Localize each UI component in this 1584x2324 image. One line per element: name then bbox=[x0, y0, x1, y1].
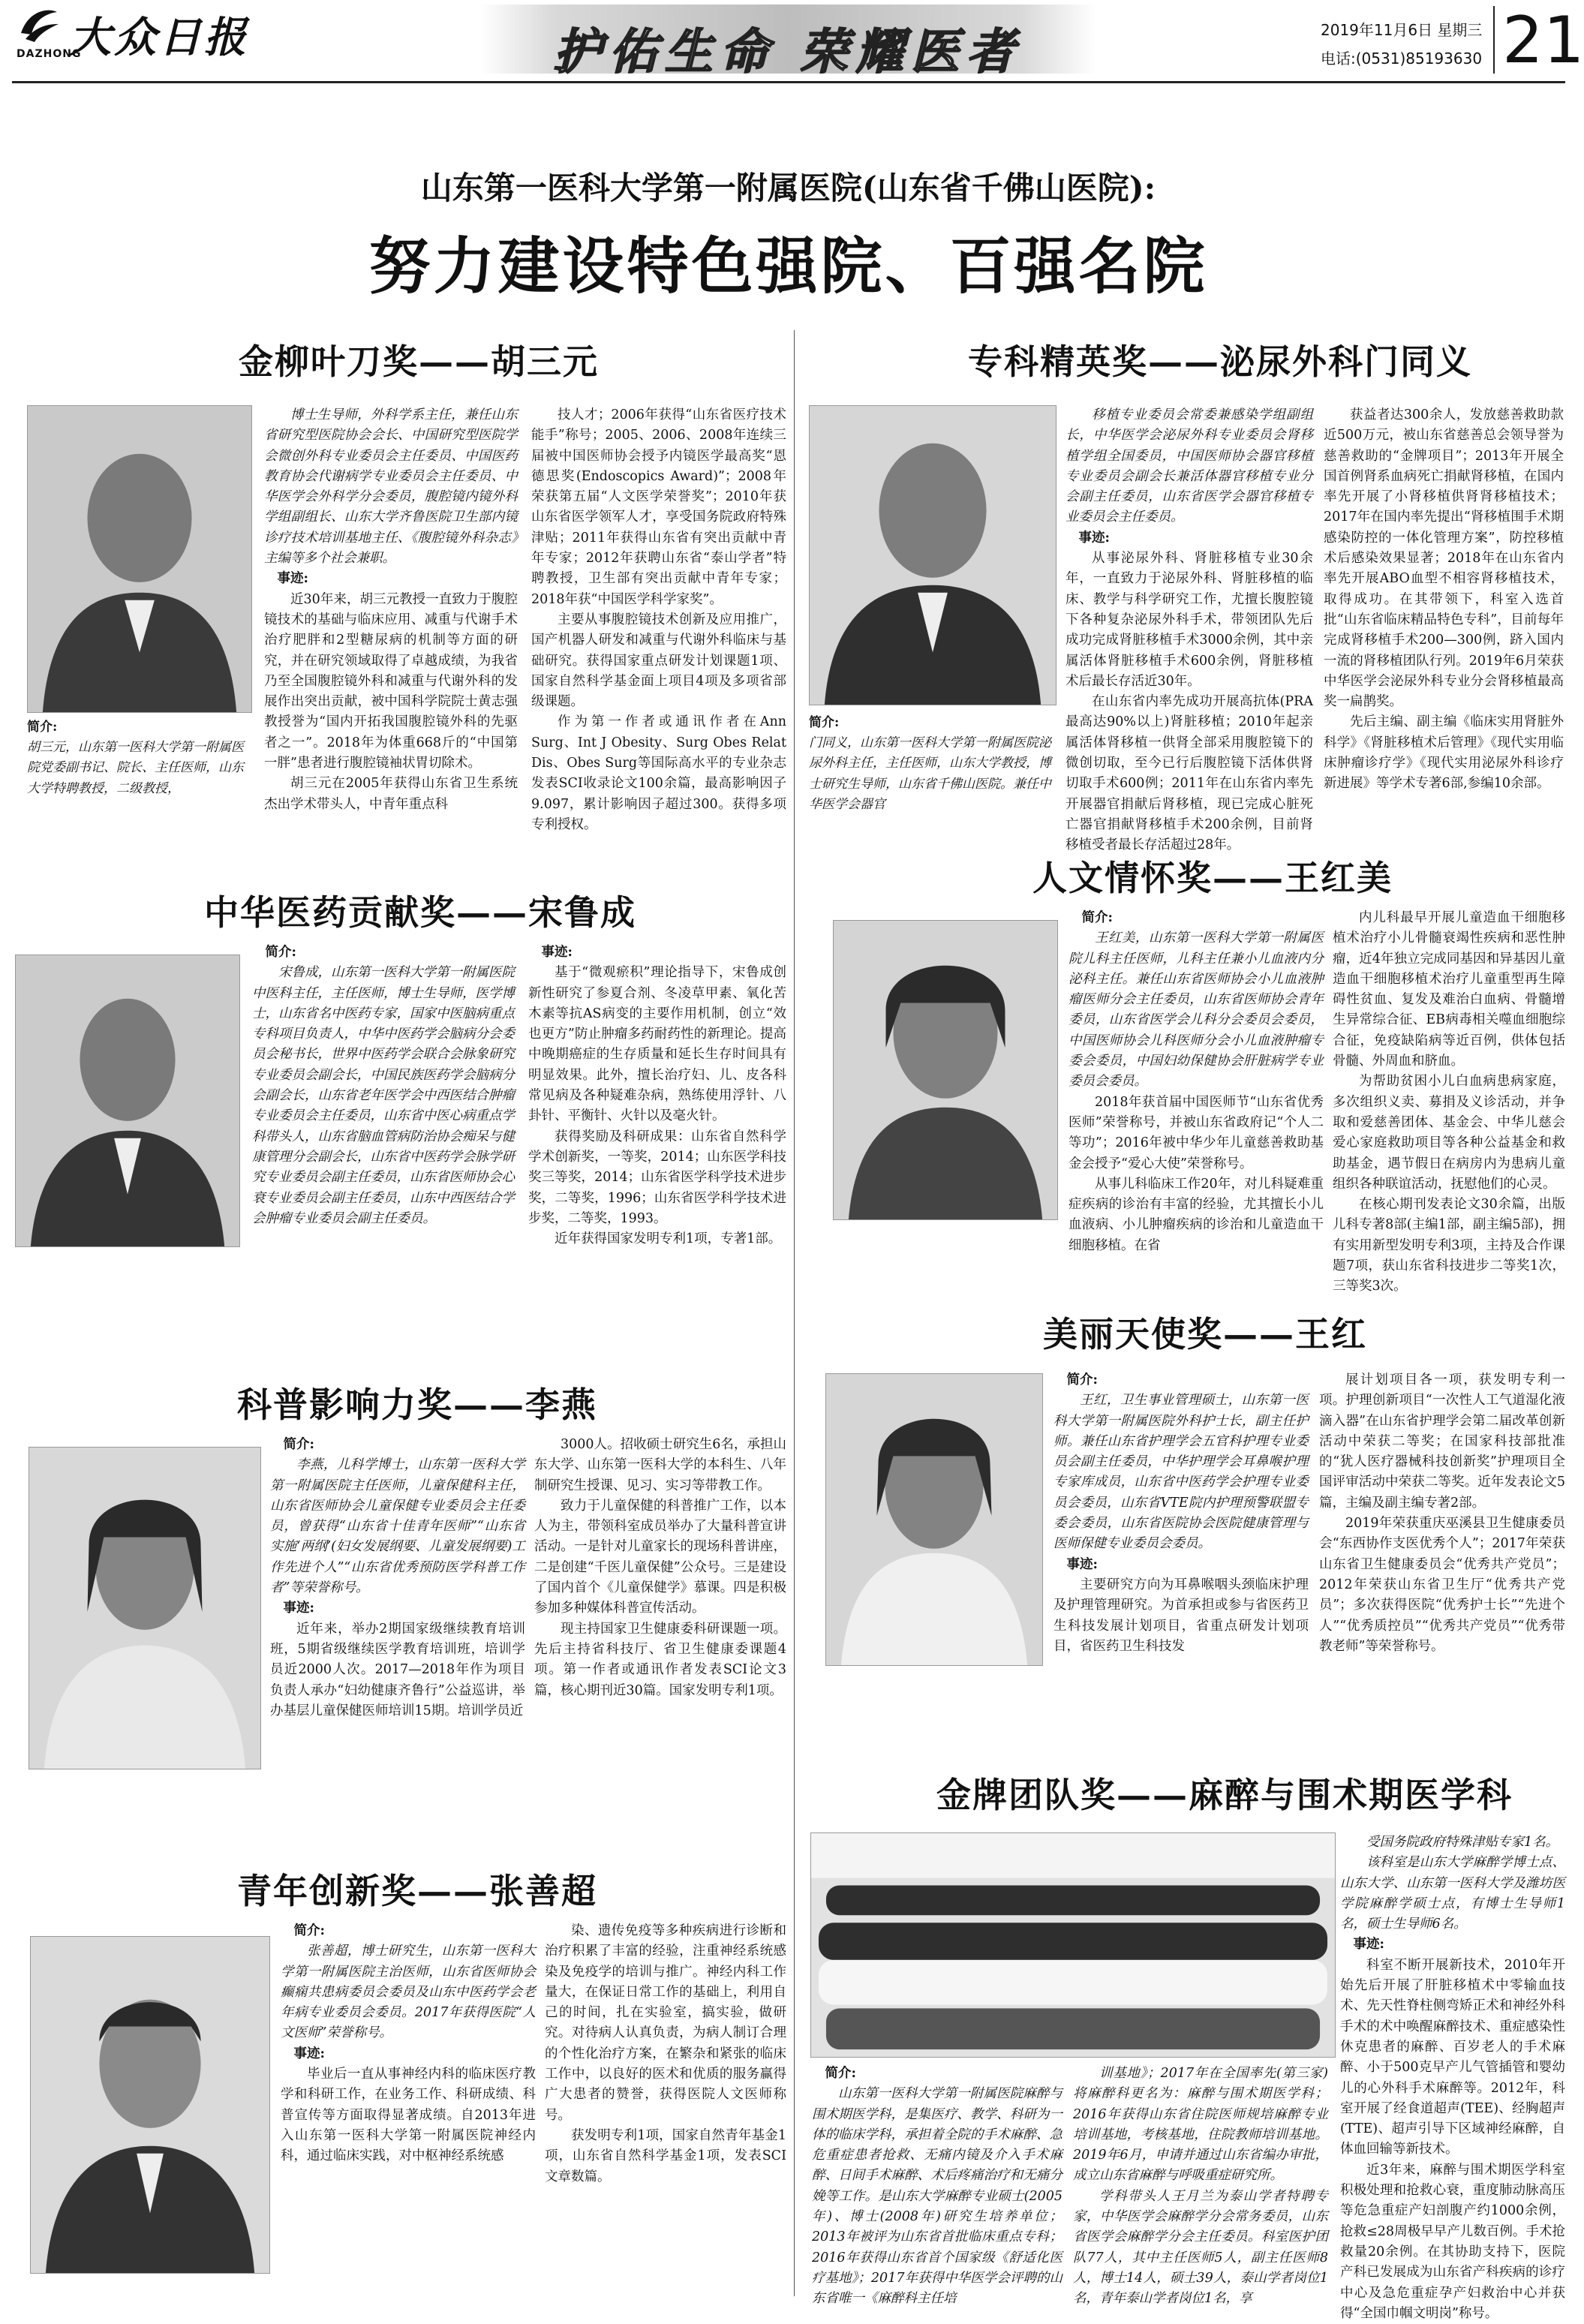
masthead-rule bbox=[12, 81, 1565, 83]
section-label: 简介: bbox=[283, 1437, 314, 1452]
paragraph: 训基地》；2017年在全国率先(第三家)将麻醉科更名为：麻醉与围术期医学科；2016年获得山东省住院医师规培麻醉专业培训基地，考核基地，住院教师培训基地。2019年6月，申请并通过山东省编办审批，成立山东省麻醉与呼吸重症研究所。 bbox=[1073, 2066, 1328, 2184]
column-divider bbox=[794, 330, 795, 2296]
caption-text: 胡三元，山东第一医科大学第一附属医院党委副书记、院长、主任医师，山东大学特聘教授，二级教授， bbox=[27, 740, 244, 796]
paragraph: 主要从事腹腔镜技术创新及应用推广，国产机器人研发和减重与代谢外科临床与基础研究。获得国家重点研发计划课题1项、国家自然科学基金面上项目4项及多项省部级课题。 bbox=[531, 612, 786, 710]
caption-hu bbox=[27, 717, 252, 830]
newspaper-logo-icon bbox=[18, 5, 60, 47]
issue-date: 2019年11月6日 星期三 bbox=[1321, 21, 1483, 39]
award-title-wang-hm: 人文情怀奖——王红美 bbox=[1032, 858, 1393, 898]
paragraph: 为帮助贫困小儿白血病患病家庭，多次组织义卖、募捐及义诊活动，并争取和爱慈善团体、基金会、中华儿慈会爱心家庭救助项目等各种公益基金和救助基金，遇节假日在病房内为患病儿童组织各种联谊活动，抚慰他们的心灵。 bbox=[1333, 1074, 1565, 1192]
newspaper-logo-latin: DAZHONG bbox=[17, 48, 82, 60]
article-column-team-2 bbox=[1073, 2064, 1328, 2307]
portrait-zhang bbox=[30, 1936, 270, 2274]
paragraph: 王红美，山东第一医科大学第一附属医院儿科主任医师，儿科主任兼小儿血液内分泌科主任。兼任山东省医师协会小儿血液肿瘤医师分会主任委员，山东省医师协会青年委员，山东省医学会儿科分会委员会委员，中国医师协会儿科医师分会小儿血液肿瘤专委会委员，中国妇幼保健协会肝脏病学专业委员会委员。 bbox=[1069, 931, 1324, 1090]
article-column-wang-h-1 bbox=[1053, 1370, 1309, 1798]
section-label: 事迹: bbox=[1353, 1937, 1384, 1953]
section-label: 简介: bbox=[1066, 1372, 1098, 1387]
paragraph: 移植专业委员会常委兼感染学组副组长，中华医学会泌尿外科专业委员会肾移植学组全国委员，中国医师协会器官移植专业委员会副会长兼活体器官移植专业分会副主任委员，山东省医学会器官移植专业委员会主任委员。 bbox=[1066, 407, 1313, 525]
award-title-lin: 专科精英奖——泌尿外科门同义 bbox=[968, 341, 1472, 382]
article-column-wang-hm-2 bbox=[1333, 908, 1565, 1426]
paragraph: 博士生导师，外科学系主任，兼任山东省研究型医院协会会长、中国研究型医院学会微创外科专业委员会主任委员、中国医药教育协会代谢病学专业委员会主任委员、中华医学会外科学分会委员，腹腔镜内镜外科学组副组长、山东大学齐鲁医院卫生部内镜诊疗技术培训基地主任、《腹腔镜外科杂志》主编等多个社会兼职。 bbox=[264, 407, 518, 567]
caption-label: 简介: bbox=[27, 720, 58, 735]
article-column-hu-1 bbox=[264, 405, 518, 827]
portrait-wang-hm bbox=[833, 920, 1058, 1220]
paragraph: 毕业后一直从事神经内科的临床医疗教学和科研工作，在业务工作、科研成绩、科普宣传等方面取得显著成绩。自2013年进入山东第一医科大学第一附属医院神经内科，通过临床实践，对中枢神经系统感 bbox=[281, 2067, 536, 2164]
paragraph: 在核心期刊发表论文30余篇，出版儿科专著8部(主编1部，副主编5部)，拥有实用新型发明专利3项，主持及合作课题7项，获山东省科技进步二等奖1次，三等奖3次。 bbox=[1333, 1197, 1565, 1294]
paragraph: 科室不断开展新技术，2010年开始先后开展了肝脏移植术中零输血技术、先天性脊柱侧弯矫正术和神经外科手术的术中唤醒麻醉技术、重症感染性休克患者的麻醉、百岁老人的手术麻醉、小于500克早产儿气管插管和婴幼儿的心外科手术麻醉等。2012年，科室开展了经食道超声(TEE)、经胸超声(TTE)、超声引导下区域神经麻醉，自体血回输等新技术。 bbox=[1340, 1957, 1565, 2157]
section-label: 简介: bbox=[825, 2066, 856, 2081]
paragraph: 学科带头人王月兰为泰山学者特聘专家，中华医学会麻醉学分会常务委员，山东省医学会麻醉学分会主任委员。科室医护团队77人，其中主任医师5人，副主任医师8人，博士14人，硕士39人，泰山学者岗位1名，青年泰山学者岗位1名，享 bbox=[1073, 2188, 1328, 2307]
paragraph: 从事泌尿外科、肾脏移植专业30余年，一直致力于泌尿外科、肾脏移植的临床、教学与科学研究工作，尤擅长腹腔镜下各种复杂泌尿外科手术，带领团队先后成功完成肾脏移植手术3000余例，其中亲属活体肾脏移植手术600余例，肾脏移植术后最长存活近30年。 bbox=[1066, 551, 1313, 689]
section-label: 事迹: bbox=[277, 571, 308, 587]
paragraph: 李燕，儿科学博士，山东第一医科大学第一附属医院主任医师，儿童保健科主任，山东省医师协会儿童保健专业委员会主任委员，曾获得“山东省十佳青年医师”“山东省实施‘两纲’(妇女发展纲要、儿童发展纲要)工作先进个人”“山东省优秀预防医学科普工作者”等荣誉称号。 bbox=[270, 1457, 525, 1596]
paragraph: 基于“微观瘀积”理论指导下，宋鲁成创新性研究了参夏合剂、冬凌草甲素、氧化苦木素等抗AS病变的主要作用机制，创立“效也更方”防止肿瘤多药耐药性的新理论。提高中晚期癌症的生存质量和延长生存时间具有明显效果。此外，擅长治疗妇、儿、皮各科常见病及各种疑难杂病，熟练使用浮针、八卦针、平衡针、火针以及毫火针。 bbox=[528, 965, 786, 1124]
caption-lin bbox=[809, 713, 1057, 818]
paragraph: 获益者达300余人，发放慈善救助款近500万元，被山东省慈善总会领导誉为慈善救助的“金牌项目”；2013年开展全国首例肾系血病死亡捐献肾移植，在国内率先开展了小肾移植供肾肾移植技术；2017年在国内率先提出“肾移植围手术期感染防控的一体化管理方案”，防控移植术后感染效果显著；2018年在山东省内率先开展ABO血型不相容肾移植技术，取得成功。在其带领下，科室入选首批“山东省临床精品特色专科”，目前每年完成肾移植手术200—300例，跻入国内一流的肾移植团队行列。2019年6月荣获中华医学会泌尿外科专业分会肾移植最高奖一扁鹊奖。 bbox=[1324, 407, 1564, 710]
article-column-lin-2 bbox=[1324, 405, 1564, 827]
article-column-team-3 bbox=[1340, 1832, 1565, 2321]
award-title-hu: 金柳叶刀奖——胡三元 bbox=[239, 341, 599, 382]
headline-subtitle: 山东第一医科大学第一附属医院(山东省千佛山医院): bbox=[420, 170, 1156, 206]
award-title-zhang: 青年创新奖——张善超 bbox=[237, 1871, 597, 1911]
article-column-zhang-2 bbox=[545, 1921, 786, 2281]
paragraph: 内儿科最早开展儿童造血干细胞移植术治疗小儿骨髓衰竭性疾病和恶性肿瘤，近4年独立完成同基因和异基因儿童造血干细胞移植术治疗儿童重型再生障碍性贫血、复发及难治白血病、骨髓增生异常综合征、EB病毒相关噬血细胞综合征，免疫缺陷病等近百例，供体包括骨髓、外周血和脐血。 bbox=[1333, 910, 1565, 1069]
article-column-hu-2 bbox=[531, 405, 786, 832]
section-label: 事迹: bbox=[293, 2046, 325, 2061]
paragraph: 染、遗传免疫等多种疾病进行诊断和治疗积累了丰富的经验，注重神经系统感染及免疫学的培训与推广。神经内科工作量大，在保证日常工作的基础上，利用自己的时间，扎在实验室，搞实验，做研究。对待病人认真负责，为病人制订合理的个性化治疗方案，在繁杂和紧张的临床工作中，以良好的医术和优质的服务赢得广大患者的赞誉，获得医院人文医师称号。 bbox=[545, 1923, 786, 2123]
paragraph: 获发明专利1项，国家自然青年基金1项，山东省自然科学基金1项，发表SCI文章数篇。 bbox=[545, 2127, 786, 2184]
paragraph: 从事儿科临床工作20年，对儿科疑难重症疾病的诊治有丰富的经验，尤其擅长小儿血液病、小儿肿瘤疾病的诊治和儿童造血干细胞移植。在省 bbox=[1069, 1176, 1324, 1253]
section-label: 简介: bbox=[1081, 910, 1113, 925]
award-title-li: 科普影响力奖——李燕 bbox=[237, 1384, 597, 1425]
portrait-li bbox=[29, 1447, 261, 1769]
paragraph: 王红，卫生事业管理硕士，山东第一医科大学第一附属医院外科护士长，副主任护师。兼任山东省护理学会五官科护理专业委员会副主任委员，中华护理学会耳鼻喉护理专家库成员，山东省中医药学会护理专业委员会委员，山东省VTE院内护理预警联盟专委会委员，山东省医院协会医院健康管理与医师保健专业委员会委员。 bbox=[1053, 1393, 1309, 1552]
section-label: 简介: bbox=[293, 1923, 325, 1938]
paragraph: 近3年来，麻醉与围术期医学科室积极处理和抢救心衰，重度肺动脉高压等危急重症产妇剖腹产约1000余例，抢救≤28周极早早产儿数百例。手术抢救量20余例。在其协助支持下，医院产科已发展成为山东省产科疾病的诊疗中心及急危重症孕产妇救治中心并获得“全国巾帼文明岗”称号。 bbox=[1340, 2162, 1565, 2321]
section-label: 事迹: bbox=[1066, 1556, 1098, 1572]
team-group-photo bbox=[810, 1832, 1336, 2058]
paragraph: 宋鲁成，山东第一医科大学第一附属医院中医科主任，主任医师，博士生导师，医学博士，山东省名中医药专家，国家中医脑病重点专科项目负责人，中华中医药学会脑病分会委员会秘书长，世界中医药学会联合会脉象研究专业委员会副会长，中国民族医药学会脑病分会副会长，山东省老年医学会中西医结合肿瘤专业委员会主任委员，山东省中医心病重点学科带头人，山东省脑血管病防治协会痴呆与健康管理分会副会长，山东省中医药学会脉学研究专业委员会副主任委员，山东省医师协会心衰专业委员会副主任委员，山东中西医结合学会肿瘤专业委员会副主任委员。 bbox=[252, 965, 515, 1226]
masthead bbox=[0, 0, 1584, 84]
portrait-lin bbox=[809, 405, 1057, 705]
section-label: 事迹: bbox=[283, 1601, 314, 1616]
page-number-divider bbox=[1493, 6, 1495, 74]
paragraph: 作为第一作者或通讯作者在Ann Surg、Int J Obesity、Surg Obes Relat Dis、Obes Surg等国际高水平的专业杂志发表SCI收录论文100余篇，最高影响因子9.097，累计影响因子超过300。获得多项专利授权。 bbox=[531, 714, 786, 832]
portrait-hu bbox=[27, 405, 252, 713]
paragraph: 3000人。招收硕士研究生6名，承担山东大学、山东第一医科大学的本科生、八年制研究生授课、见习、实习等带教工作。 bbox=[534, 1437, 786, 1493]
paragraph: 2019年荣获重庆巫溪县卫生健康委员会“东西协作支医优秀个人”；2017年荣获山东省卫生健康委员会“优秀共产党员”；2012年荣获山东省卫生厅“优秀共产党员”；多次获得医院“优秀护士长”“先进个人”“优秀质控员”“优秀共产党员”“优秀带教老师”等荣誉称号。 bbox=[1319, 1516, 1565, 1654]
section-label: 事迹: bbox=[541, 945, 573, 960]
article-column-lin-1 bbox=[1066, 405, 1313, 853]
paragraph: 技人才；2006年获得“山东省医疗技术能手”称号；2005、2006、2008年连续三届被中国医师协会授予内镜医学最高奖“恩德思奖(Endoscopics Award)”；2008年荣获第五届“人文医学荣誉奖”；2010年获山东省医学领军人才，享受国务院政府特殊津贴；2011年获得山东省有突出贡献中青年专家；2012年获聘山东省“泰山学者”特聘教授，卫生部有突出贡献中青年专家；2018年获“中国医学科学家奖”。 bbox=[531, 407, 786, 607]
paragraph: 2018年获首届中国医师节“山东省优秀医师”荣誉称号，并被山东省政府记“个人二等功”；2016年被中华少年儿童慈善救助基金会授予“爱心大使”荣誉称号。 bbox=[1069, 1094, 1324, 1171]
paragraph: 主要研究方向为耳鼻喉咽头颈临床护理及护理管理研究。为首承担或参与省医药卫生科技发展计划项目，省重点研发计划项目，省医药卫生科技发 bbox=[1053, 1577, 1309, 1654]
headline-title: 努力建设特色强院、百强名院 bbox=[368, 231, 1208, 302]
paragraph: 该科室是山东大学麻醉学博士点、山东大学、山东第一医科大学及潍坊医学院麻醉学硕士点，有博士生导师1名，硕士生导师6名。 bbox=[1340, 1855, 1565, 1932]
paragraph: 在山东省内率先成功开展高抗体(PRA最高达90%以上)肾脏移植；2010年起亲属活体肾移植一供肾全部采用腹腔镜下的微创切取，至今已行后腹腔镜下活体供肾切取手术600例；2011年在山东省内率先开展器官捐献后肾移植，现已完成心脏死亡器官捐献肾移植手术200余例，目前肾移植受者最长存活超过28年。 bbox=[1066, 694, 1313, 853]
article-column-wang-h-2 bbox=[1319, 1370, 1565, 1798]
portrait-wang-h bbox=[825, 1373, 1043, 1666]
caption-label: 简介: bbox=[809, 715, 840, 730]
award-title-wang-h: 美丽天使奖——王红 bbox=[1043, 1314, 1367, 1354]
award-title-song: 中华医药贡献奖——宋鲁成 bbox=[204, 892, 636, 933]
paragraph: 获得奖励及科研成果：山东省自然科学学术创新奖，一等奖，2014；山东医学科技奖三等奖，2014；山东省医学科学技术进步奖，二等奖，1996；山东省医学科学技术进步奖，二等奖，1993。 bbox=[528, 1129, 786, 1226]
article-column-team-1 bbox=[812, 2064, 1063, 2307]
article-column-zhang-1 bbox=[281, 1921, 536, 2281]
paragraph: 展计划项目各一项，获发明专利一项。护理创新项目“一次性人工气道湿化液滴入器”在山东省护理学会第二届改革创新活动中荣获二等奖；在国家科技部批准的“犹人医疗器械科技创新奖”护理项目全国评审活动中荣获二等奖。近年发表论文5篇，主编及副主编专著2部。 bbox=[1319, 1372, 1565, 1511]
award-title-team: 金牌团队奖——麻醉与围术期医学科 bbox=[936, 1775, 1513, 1815]
section-label: 事迹: bbox=[1078, 530, 1110, 546]
paragraph: 山东第一医科大学第一附属医院麻醉与围术期医学科，是集医疗、教学、科研为一体的临床学科，承担着全院的手术麻醉、急危重症患者抢救、无痛内镜及介入手术麻醉、日间手术麻醉、术后疼痛治疗和无痛分娩等工作。是山东大学麻醉专业硕士(2005年)、博士(2008年)研究生培养单位；2013年被评为山东省首批临床重点专科；2016年获得山东省首个国家级《舒适化医疗基地》；2017年获得中华医学会评聘的山东省唯一《麻醉科主任培 bbox=[812, 2086, 1063, 2307]
paragraph: 致力于儿童保健的科普推广工作，以本人为主，带领科室成员举办了大量科普宣讲活动。一是针对儿童家长的现场科普讲座，二是创建“千医儿童保健”公众号。三是建设了国内首个《儿童保健学》慕课。四是积极参加多种媒体科普宣传活动。 bbox=[534, 1498, 786, 1616]
paragraph: 先后主编、副主编《临床实用肾脏外科学》《肾脏移植术后管理》《现代实用临床肿瘤诊疗学》《现代实用泌尿外科诊疗新进展》等学术专著6部,参编10余部。 bbox=[1324, 714, 1564, 792]
paragraph: 胡三元在2005年获得山东省卫生系统杰出学术带头人，中青年重点科 bbox=[264, 776, 518, 812]
paragraph: 现主持国家卫生健康委科研课题一项。先后主持省科技厅、省卫生健康委课题4项。第一作者或通讯作者发表SCI论文3篇，核心期刊近30篇。国家发明专利1项。 bbox=[534, 1621, 786, 1698]
page-number: 21 bbox=[1502, 3, 1584, 78]
paragraph: 近30年来，胡三元教授一直致力于腹腔镜技术的基础与临床应用、减重与代谢手术治疗肥胖和2型糖尿病的机制等方面的研究，并在研究领域取得了卓越成绩，为我省乃至全国腹腔镜外科和减重与代谢外科的发展作出突出贡献，被中国科学院院士黄志强教授誉为“国内开拓我国腹腔镜外科的先驱者之一”。2018年为体重668斤的“中国第一胖”患者进行腹腔镜袖状胃切除术。 bbox=[264, 591, 518, 771]
paragraph: 张善超，博士研究生，山东第一医科大学第一附属医院主治医师，山东省医师协会癫痫共患病委员会委员及山东中医药学会老年病专业委员会委员。2017年获得医院“人文医师”荣誉称号。 bbox=[281, 1944, 536, 2041]
portrait-song bbox=[15, 955, 240, 1247]
section-label: 简介: bbox=[265, 945, 296, 960]
paragraph: 近年获得国家发明专利1项，专著1部。 bbox=[555, 1231, 782, 1247]
issue-phone: 电话:(0531)85193630 bbox=[1321, 50, 1483, 68]
newspaper-name: 大众日报 bbox=[69, 13, 249, 62]
section-banner bbox=[480, 5, 1096, 80]
section-banner-title: 护佑生命 荣耀医者 bbox=[553, 24, 1023, 80]
caption-text: 门同义，山东第一医科大学第一附属医院泌尿外科主任，主任医师，山东大学教授，博士研究生导师，山东省千佛山医院。兼任中华医学会器官 bbox=[809, 735, 1051, 812]
paragraph: 近年来，举办2期国家级继续教育培训班，5期省级继续医学教育培训班，培训学员近2000人次。2017—2018年作为项目负责人承办“妇幼健康齐鲁行”公益巡讲，举办基层儿童保健医师培训15期。培训学员近 bbox=[270, 1621, 525, 1718]
paragraph: 受国务院政府特殊津贴专家1名。 bbox=[1366, 1835, 1559, 1850]
